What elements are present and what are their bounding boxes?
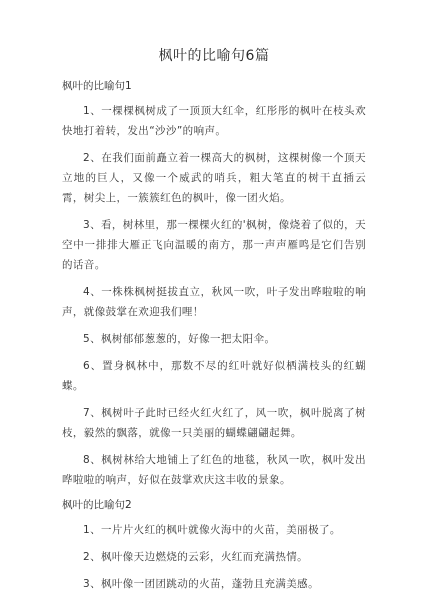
paragraph-item: 3、枫叶像一团团跳动的火苗，蓬勃且充满美感。	[83, 578, 319, 590]
section-2	[62, 497, 366, 594]
paragraph-item: 8、枫树林给大地铺上了红色的地毯，秋风一吹，枫叶发出哗啦啦的响声，好似在鼓掌欢庆这丰收的景象。	[62, 454, 366, 486]
paragraph-item: 1、一片片火红的枫叶就像火海中的火苗，美丽极了。	[83, 524, 341, 536]
document-title: 枫叶的比喻句6篇	[158, 48, 270, 64]
section-heading: 枫叶的比喻句2	[62, 499, 132, 511]
section-1	[62, 78, 366, 490]
paragraph-item: 1、一棵棵枫树成了一顶顶大红伞，红彤彤的枫叶在枝头欢快地打着转，发出“沙沙”的响声。	[62, 105, 366, 137]
paragraph-item: 6、置身枫林中，那数不尽的红叶就好似栖满枝头的红蝴蝶。	[62, 360, 366, 392]
paragraph-item: 3、看，树林里，那一棵棵火红的'枫树，像烧着了似的，天空中一排排大雁正飞向温暖的南方，那一声声雁鸣是它们告别的话音。	[62, 219, 366, 271]
paragraph-item: 2、枫叶像天边燃烧的云彩，火红而充满热情。	[83, 551, 309, 563]
section-heading: 枫叶的比喻句1	[62, 80, 132, 92]
paragraph-item: 4、一株株枫树挺拔直立，秋风一吹，叶子发出哗啦啦的响声，就像鼓掌在欢迎我们哩！	[62, 286, 366, 318]
paragraph-item: 7、枫树叶子此时已经火红火红了，风一吹，枫叶脱离了树枝，毅然的飘落，就像一只美丽的蝴蝶翩翩起舞。	[62, 407, 366, 439]
paragraph-item: 5、枫树郁郁葱葱的，好像一把太阳伞。	[83, 333, 276, 345]
paragraph-item: 2、在我们面前矗立着一棵高大的枫树，这棵树像一个顶天立地的巨人，又像一个威武的哨兵，粗大笔直的树干直插云霄，树尖上，一簇簇红色的枫叶，像一团火焰。	[62, 152, 366, 204]
